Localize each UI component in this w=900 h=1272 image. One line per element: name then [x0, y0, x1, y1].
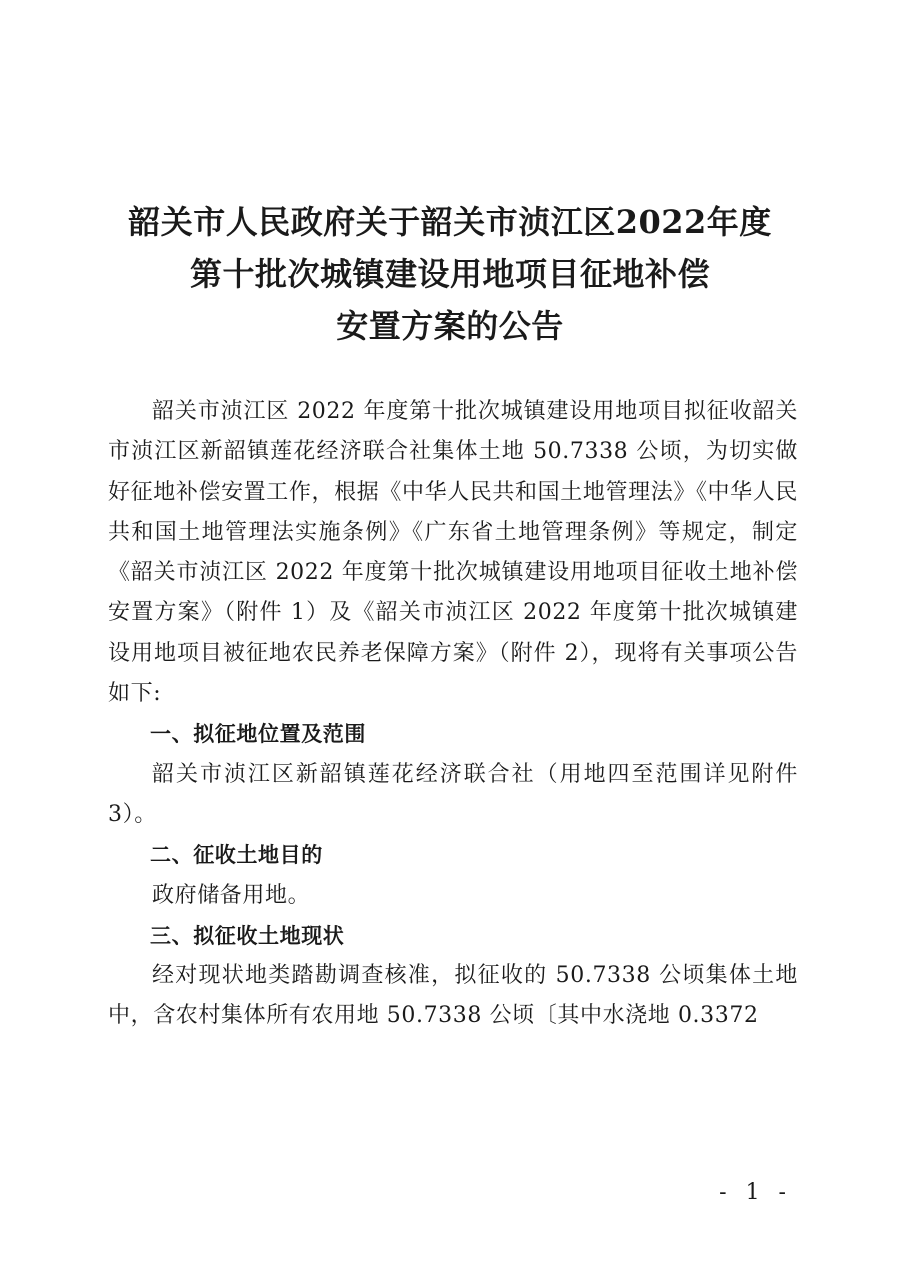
page-number: - 1 -	[719, 1180, 792, 1205]
section-heading-2: 二、征收土地目的	[150, 843, 323, 868]
section-heading-3: 三、拟征收土地现状	[150, 923, 345, 948]
intro-paragraph: 韶关市浈江区 2022 年度第十批次城镇建设用地项目拟征收韶关市浈江区新韶镇莲花经济联合社集体土地 50.7338 公顷，为切实做好征地补偿安置工作，根据《中华人民共和国土地管理法》《中华人民共和国土地管理法实施条例》《广东省土地管理条例》等规定，制定《韶关市浈江区 2022 年度第十批次城镇建设用地项目征收土地补偿安置方案》（附件 1）及《韶关市浈江区 2022 年度第十批次城镇建设用地项目被征地农民养老保障方案》（附件 2），现将有关事项公告如下:	[108, 399, 798, 707]
document-title	[0, 196, 900, 352]
section-text-3: 经对现状地类踏勘调查核准，拟征收的 50.7338 公顷集体土地中，含农村集体所有农用地 50.7338 公顷〔其中水浇地 0.3372	[108, 963, 798, 1029]
title-line-1: 韶关市人民政府关于韶关市浈江区2022年度	[128, 203, 772, 241]
title-line-3: 安置方案的公告	[336, 307, 564, 345]
section-text-2: 政府储备用地。	[152, 882, 311, 908]
section-heading-1: 一、拟征地位置及范围	[150, 722, 366, 747]
title-line-2: 第十批次城镇建设用地项目征地补偿	[189, 255, 710, 293]
document-body	[108, 392, 798, 1037]
section-text-1: 韶关市浈江区新韶镇莲花经济联合社（用地四至范围详见附件 3）。	[108, 761, 798, 827]
